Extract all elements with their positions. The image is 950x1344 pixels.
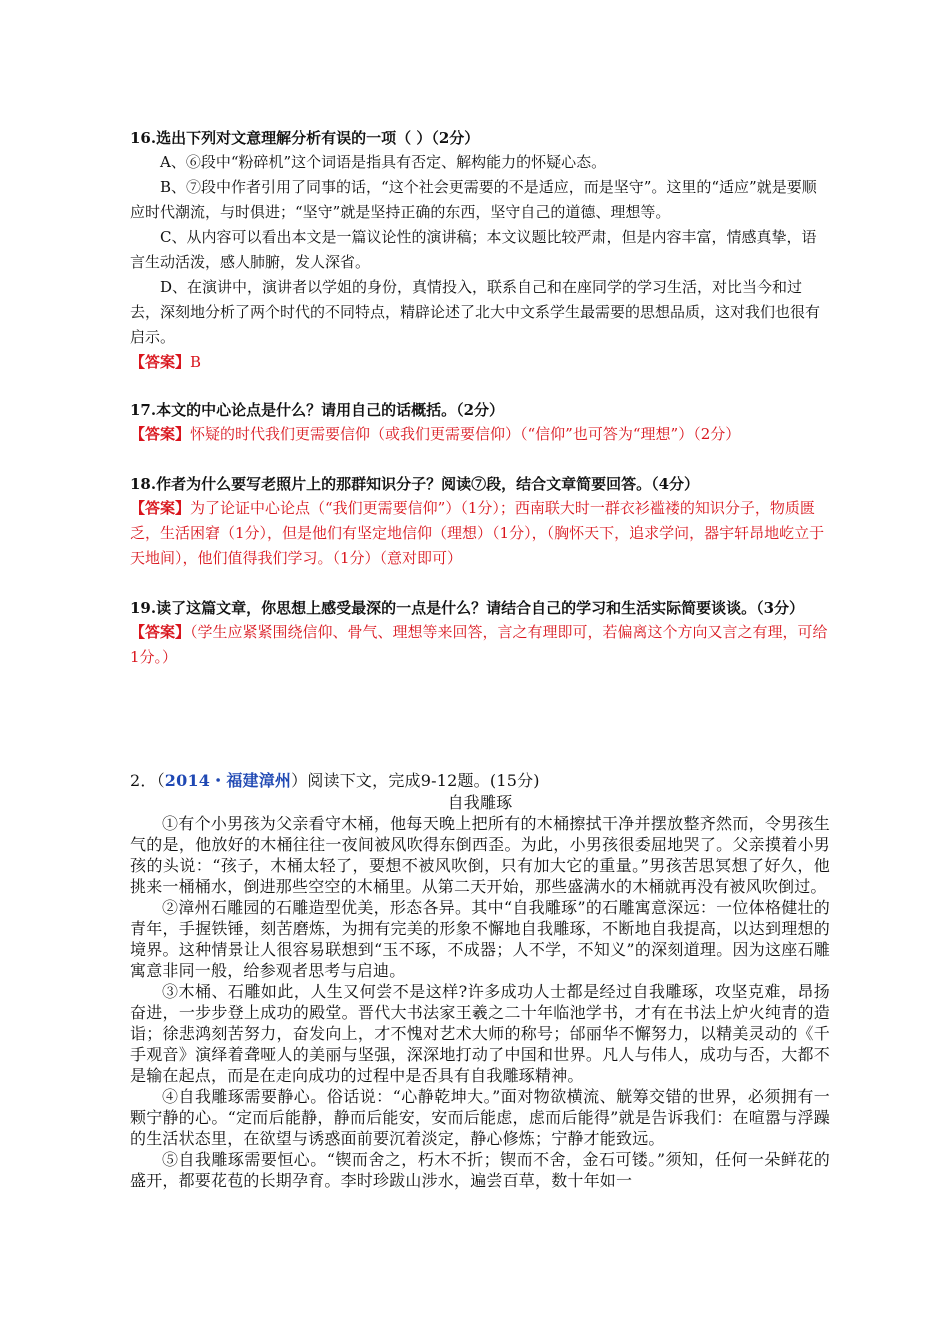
section-heading xyxy=(130,770,830,792)
question-18 xyxy=(130,472,830,571)
article-paragraph-5: ⑤自我雕琢需要恒心。“锲而舍之，朽木不折；锲而不舍，金石可镂。”须知，任何一朵鲜花的盛开，都要花苞的长期孕育。李时珍跋山涉水，遍尝百草，数十年如一 xyxy=(130,1150,830,1190)
answer-17 xyxy=(130,422,830,447)
source-link[interactable]: 2014・福建漳州 xyxy=(164,771,292,790)
question-16 xyxy=(130,126,830,375)
answer-19-text: （学生应紧紧围绕信仰、骨气、理想等来回答，言之有理即可，若偏离这个方向又言之有理，可给1分。） xyxy=(130,623,828,666)
answer-tag: 【答案】 xyxy=(130,353,191,371)
question-16-title: 16.选出下列对文意理解分析有误的一项（ ）（2分） xyxy=(130,129,480,147)
question-19-title: 19.读了这篇文章，你思想上感受最深的一点是什么？请结合自己的学习和生活实际简要谈谈。（3分） xyxy=(130,599,805,617)
option-c: C、从内容可以看出本文是一篇议论性的演讲稿；本文议题比较严肃，但是内容丰富，情感真挚，语言生动活泼，感人肺腑，发人深省。 xyxy=(130,228,817,271)
answer-19 xyxy=(130,620,830,670)
answer-16 xyxy=(130,350,830,375)
option-b: B、⑦段中作者引用了同事的话，“这个社会更需要的不是适应，而是坚守”。这里的“适应”就是要顺应时代潮流，与时俱进；“坚守”就是坚持正确的东西，坚守自己的道德、理想等。 xyxy=(130,178,817,221)
article-paragraph-4: ④自我雕琢需要静心。俗话说：“心静乾坤大。”面对物欲横流、觥筹交错的世界，必须拥有一颗宁静的心。“定而后能静，静而后能安，安而后能虑，虑而后能得”就是告诉我们：在喧嚣与浮躁的生活状态里，在欲望与诱惑面前要沉着淡定，静心修炼；宁静才能致远。 xyxy=(130,1087,830,1148)
question-17-title: 17.本文的中心论点是什么？请用自己的话概括。（2分） xyxy=(130,401,505,419)
answer-18 xyxy=(130,496,830,571)
article-paragraph-3: ③木桶、石雕如此，人生又何尝不是这样?许多成功人士都是经过自我雕琢，攻坚克难，昂扬奋进，一步步登上成功的殿堂。晋代大书法家王羲之二十年临池学书，才有在书法上炉火纯青的造诣；徐悲鸿刻苦努力，奋发向上，才不愧对艺术大师的称号；邰丽华不懈努力，以精美灵动的《千手观音》演绎着聋哑人的美丽与坚强，深深地打动了中国和世界。凡人与伟人，成功与否，大都不是输在起点，而是在走向成功的过程中是否具有自我雕琢精神。 xyxy=(130,982,830,1085)
section-number: 2．（ xyxy=(130,771,165,790)
question-17 xyxy=(130,398,830,447)
answer-16-text: B xyxy=(190,353,202,371)
reading-section xyxy=(130,770,830,1191)
question-18-title: 18.作者为什么要写老照片上的那群知识分子？阅读⑦段，结合文章简要回答。（4分） xyxy=(130,475,700,493)
answer-tag: 【答案】 xyxy=(130,425,191,443)
answer-18-text: 为了论证中心论点（“我们更需要信仰”）（1分）；西南联大时一群衣衫褴褛的知识分子，物质匮乏，生活困窘（1分），但是他们有坚定地信仰（理想）（1分），（胸怀天下，追求学问，器宇轩昂地屹立于天地间），他们值得我们学习。（1分）（意对即可） xyxy=(130,499,825,567)
answer-17-text: 怀疑的时代我们更需要信仰（或我们更需要信仰）（“信仰”也可答为“理想”）（2分） xyxy=(190,425,741,443)
answer-tag: 【答案】 xyxy=(130,623,191,641)
article-paragraph-2: ②漳州石雕园的石雕造型优美，形态各异。其中“自我雕琢”的石雕寓意深远：一位体格健壮的青年，手握铁锤，刻苦磨炼，为拥有完美的形象不懈地自我雕琢，不断地自我提高，以达到理想的境界。这种情景让人很容易联想到“玉不琢，不成器；人不学，不知义”的深刻道理。因为这座石雕寓意非同一般，给参观者思考与启迪。 xyxy=(130,898,830,980)
option-a: A、⑥段中“粉碎机”这个词语是指具有否定、解构能力的怀疑心态。 xyxy=(160,153,607,171)
article-paragraph-1: ①有个小男孩为父亲看守木桶，他每天晚上把所有的木桶擦拭干净并摆放整齐然而，令男孩生气的是，他放好的木桶往往一夜间被风吹得东倒西歪。为此，小男孩很委屈地哭了。父亲摸着小男孩的头说：“孩子，木桶太轻了，要想不被风吹倒，只有加大它的重量。”男孩苦思冥想了好久，他挑来一桶桶水，倒进那些空空的木桶里。从第二天开始，那些盛满水的木桶就再没有被风吹倒过。 xyxy=(130,814,830,896)
answer-tag: 【答案】 xyxy=(130,499,191,517)
option-d: D、在演讲中，演讲者以学姐的身份，真情投入，联系自己和在座同学的学习生活，对比当今和过去，深刻地分析了两个时代的不同特点，精辟论述了北大中文系学生最需要的思想品质，这对我们也很有启示。 xyxy=(130,278,821,346)
section-instruction: ）阅读下文，完成9-12题。(15分) xyxy=(291,771,540,790)
question-19 xyxy=(130,596,830,670)
article-title: 自我雕琢 xyxy=(447,793,513,812)
